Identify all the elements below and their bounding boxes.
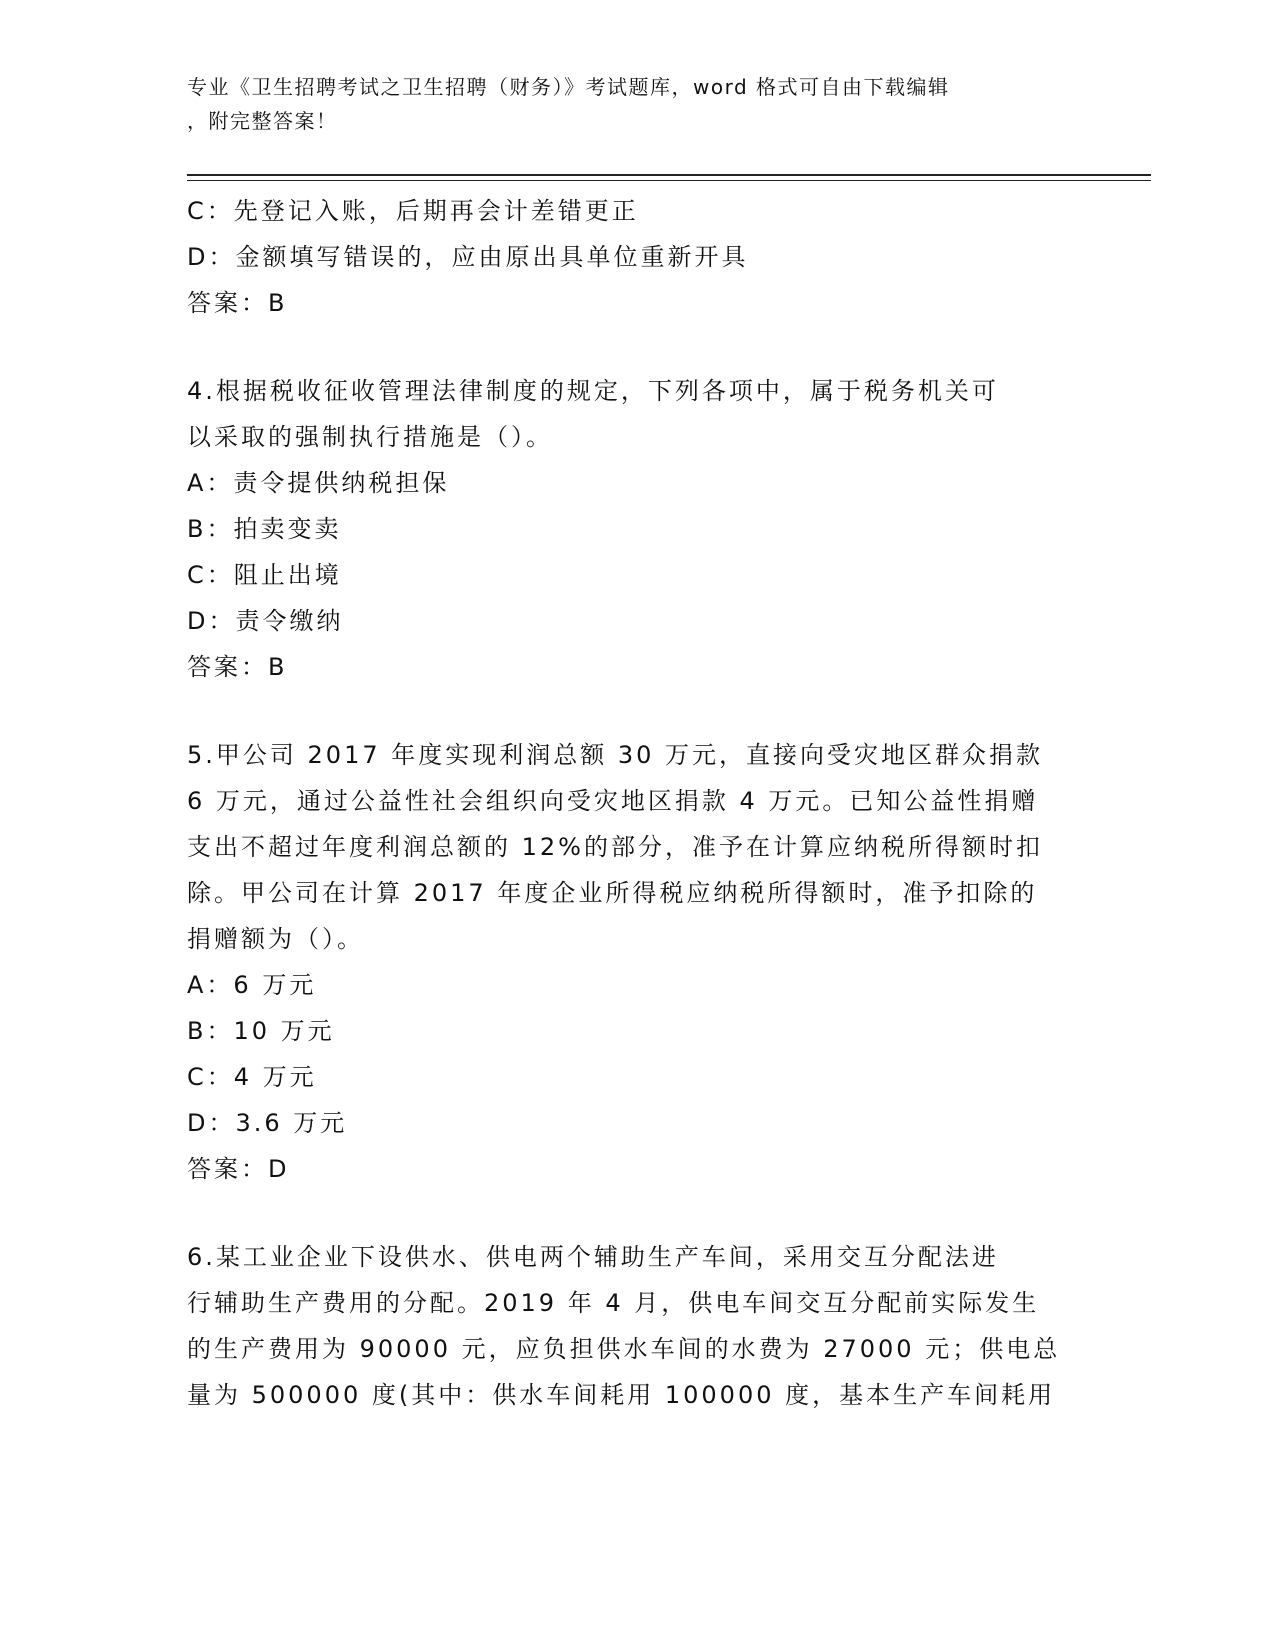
q6-stem-line-2: 行辅助生产费用的分配。2019 年 4 月，供电车间交互分配前实际发生 [187,1289,1040,1317]
spacer [187,326,1087,368]
q4-option-c: C：阻止出境 [187,561,342,589]
question-3-tail [187,188,1087,326]
header-divider-thick [187,174,1151,176]
question-content [187,188,1087,1418]
q4-option-b: B：拍卖变卖 [187,515,342,543]
q5-option-c: C：4 万元 [187,1063,317,1091]
q3-option-c: C：先登记入账，后期再会计差错更正 [187,197,639,225]
q6-stem-line-4: 量为 500000 度(其中：供水车间耗用 100000 度，基本生产车间耗用 [187,1381,1056,1409]
q5-stem-line-2: 6 万元，通过公益性社会组织向受灾地区捐款 4 万元。已知公益性捐赠 [187,787,1039,815]
q4-answer: 答案：B [187,653,288,681]
q5-answer: 答案：D [187,1155,290,1183]
q4-option-a: A：责令提供纳税担保 [187,469,450,497]
q5-option-d: D：3.6 万元 [187,1109,348,1137]
q4-stem-line-2: 以采取的强制执行措施是（）。 [187,423,553,451]
q5-option-a: A：6 万元 [187,971,317,999]
q5-stem-line-4: 除。甲公司在计算 2017 年度企业所得税应纳税所得额时，准予扣除的 [187,879,1038,907]
header-line-2: ，附完整答案！ [187,109,338,133]
q3-answer: 答案：B [187,289,288,317]
header-divider-thin [187,180,1151,181]
q5-stem-line-5: 捐赠额为（）。 [187,925,364,953]
question-4 [187,368,1087,690]
document-header [187,70,1067,138]
q6-stem-line-1: 6.某工业企业下设供水、供电两个辅助生产车间，采用交互分配法进 [187,1243,999,1271]
q5-option-b: B：10 万元 [187,1017,335,1045]
q3-option-d: D：金额填写错误的，应由原出具单位重新开具 [187,243,749,271]
q4-stem-line-1: 4.根据税收征收管理法律制度的规定，下列各项中，属于税务机关可 [187,377,999,405]
spacer [187,1192,1087,1234]
question-5 [187,732,1087,1192]
q5-stem-line-1: 5.甲公司 2017 年度实现利润总额 30 万元，直接向受灾地区群众捐款 [187,741,1044,769]
spacer [187,690,1087,732]
q6-stem-line-3: 的生产费用为 90000 元，应负担供水车间的水费为 27000 元；供电总 [187,1335,1061,1363]
q4-option-d: D：责令缴纳 [187,607,344,635]
q5-stem-line-3: 支出不超过年度利润总额的 12%的部分，准予在计算应纳税所得额时扣 [187,833,1043,861]
question-6 [187,1234,1087,1418]
header-line-1: 专业《卫生招聘考试之卫生招聘（财务）》考试题库，word 格式可自由下载编辑 [187,75,950,99]
